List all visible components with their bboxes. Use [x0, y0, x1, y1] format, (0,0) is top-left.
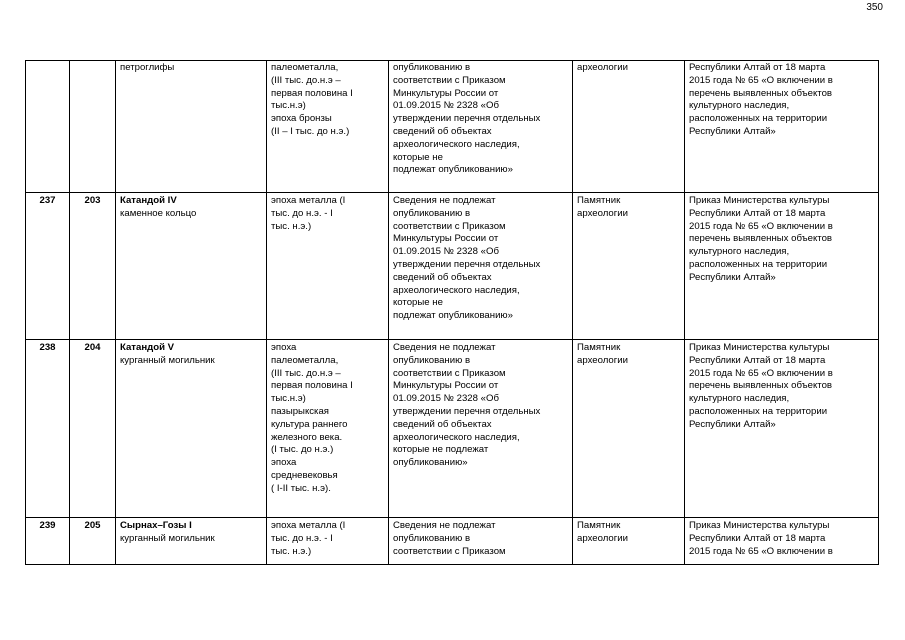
document-cell: [685, 340, 879, 518]
object-type: курганный могильник: [120, 532, 215, 544]
dating-text: эпоха металла (I тыс. до н.э. - I тыс. н.э.): [271, 520, 346, 557]
object-name-cell: [116, 193, 267, 340]
object-id-cell: 205: [70, 518, 116, 565]
object-type: курганный могильник: [120, 354, 215, 366]
category-cell: [573, 193, 685, 340]
table-row: [26, 193, 879, 340]
category-text: археологии: [577, 62, 628, 73]
document-text: Приказ Министерства культуры Республики Алтай от 18 марта 2015 года № 65 «О включении в перечень выявленных объектов культурного наследия, расположенных на территории Республики Алтай»: [689, 195, 833, 283]
dating-cell: [267, 340, 389, 518]
row-number-cell: 237: [26, 193, 70, 340]
heritage-registry-table: [25, 60, 879, 565]
location-cell: [389, 518, 573, 565]
location-cell: [389, 340, 573, 518]
category-cell: [573, 340, 685, 518]
category-cell: [573, 61, 685, 193]
document-cell: [685, 193, 879, 340]
dating-text: эпоха металла (I тыс. до н.э. - I тыс. н.э.): [271, 195, 346, 232]
dating-text: палеометалла, (III тыс. до.н.э – первая половина I тыс.н.э) эпоха бронзы (II – I тыс. до н.э.): [271, 62, 353, 137]
table-row: [26, 340, 879, 518]
object-id-cell: 203: [70, 193, 116, 340]
object-name: Катандой V: [120, 342, 175, 353]
object-type: петроглифы: [120, 62, 175, 73]
category-text: Памятник археологии: [577, 520, 628, 544]
object-type: каменное кольцо: [120, 207, 197, 219]
location-text: Сведения не подлежат опубликованию в соответствии с Приказом Минкультуры России от 01.09.2015 № 2328 «Об утверждении перечня отдельных сведений об объектах археологического наследия, которые не подлежат опубликованию»: [393, 342, 541, 469]
row-number-cell: 239: [26, 518, 70, 565]
dating-cell: [267, 61, 389, 193]
location-text: Сведения не подлежат опубликованию в соответствии с Приказом: [393, 520, 506, 557]
object-name-cell: [116, 61, 267, 193]
location-cell: [389, 193, 573, 340]
category-text: Памятник археологии: [577, 342, 628, 366]
row-number-cell: [26, 61, 70, 193]
table-row: [26, 518, 879, 565]
location-text: Сведения не подлежат опубликованию в соответствии с Приказом Минкультуры России от 01.09.2015 № 2328 «Об утверждении перечня отдельных сведений об объектах археологического наследия, которые не подлежат опубликованию»: [393, 195, 541, 322]
document-text: Приказ Министерства культуры Республики Алтай от 18 марта 2015 года № 65 «О включении в: [689, 520, 833, 557]
document-text: Республики Алтай от 18 марта 2015 года № 65 «О включении в перечень выявленных объектов культурного наследия, расположенных на территории Республики Алтай»: [689, 62, 833, 137]
object-name-cell: [116, 340, 267, 518]
dating-text: эпоха палеометалла, (III тыс. до.н.э – первая половина I тыс.н.э) пазырыкская культура раннего железного века. (I тыс. до н.э.) эпоха средневековья ( I-II тыс. н.э).: [271, 342, 353, 494]
dating-cell: [267, 193, 389, 340]
category-cell: [573, 518, 685, 565]
dating-cell: [267, 518, 389, 565]
document-text: Приказ Министерства культуры Республики Алтай от 18 марта 2015 года № 65 «О включении в перечень выявленных объектов культурного наследия, расположенных на территории Республики Алтай»: [689, 342, 833, 430]
object-id-cell: [70, 61, 116, 193]
location-cell: [389, 61, 573, 193]
page-number: 350: [866, 2, 883, 13]
object-name: Сырнах–Гозы I: [120, 520, 192, 531]
object-id-cell: 204: [70, 340, 116, 518]
row-number-cell: 238: [26, 340, 70, 518]
document-cell: [685, 61, 879, 193]
document-cell: [685, 518, 879, 565]
object-name: Катандой IV: [120, 195, 177, 206]
category-text: Памятник археологии: [577, 195, 628, 219]
location-text: опубликованию в соответствии с Приказом Минкультуры России от 01.09.2015 № 2328 «Об утверждении перечня отдельных сведений об объектах археологического наследия, которые не подлежат опубликованию»: [393, 62, 541, 176]
object-name-cell: [116, 518, 267, 565]
table-row: [26, 61, 879, 193]
